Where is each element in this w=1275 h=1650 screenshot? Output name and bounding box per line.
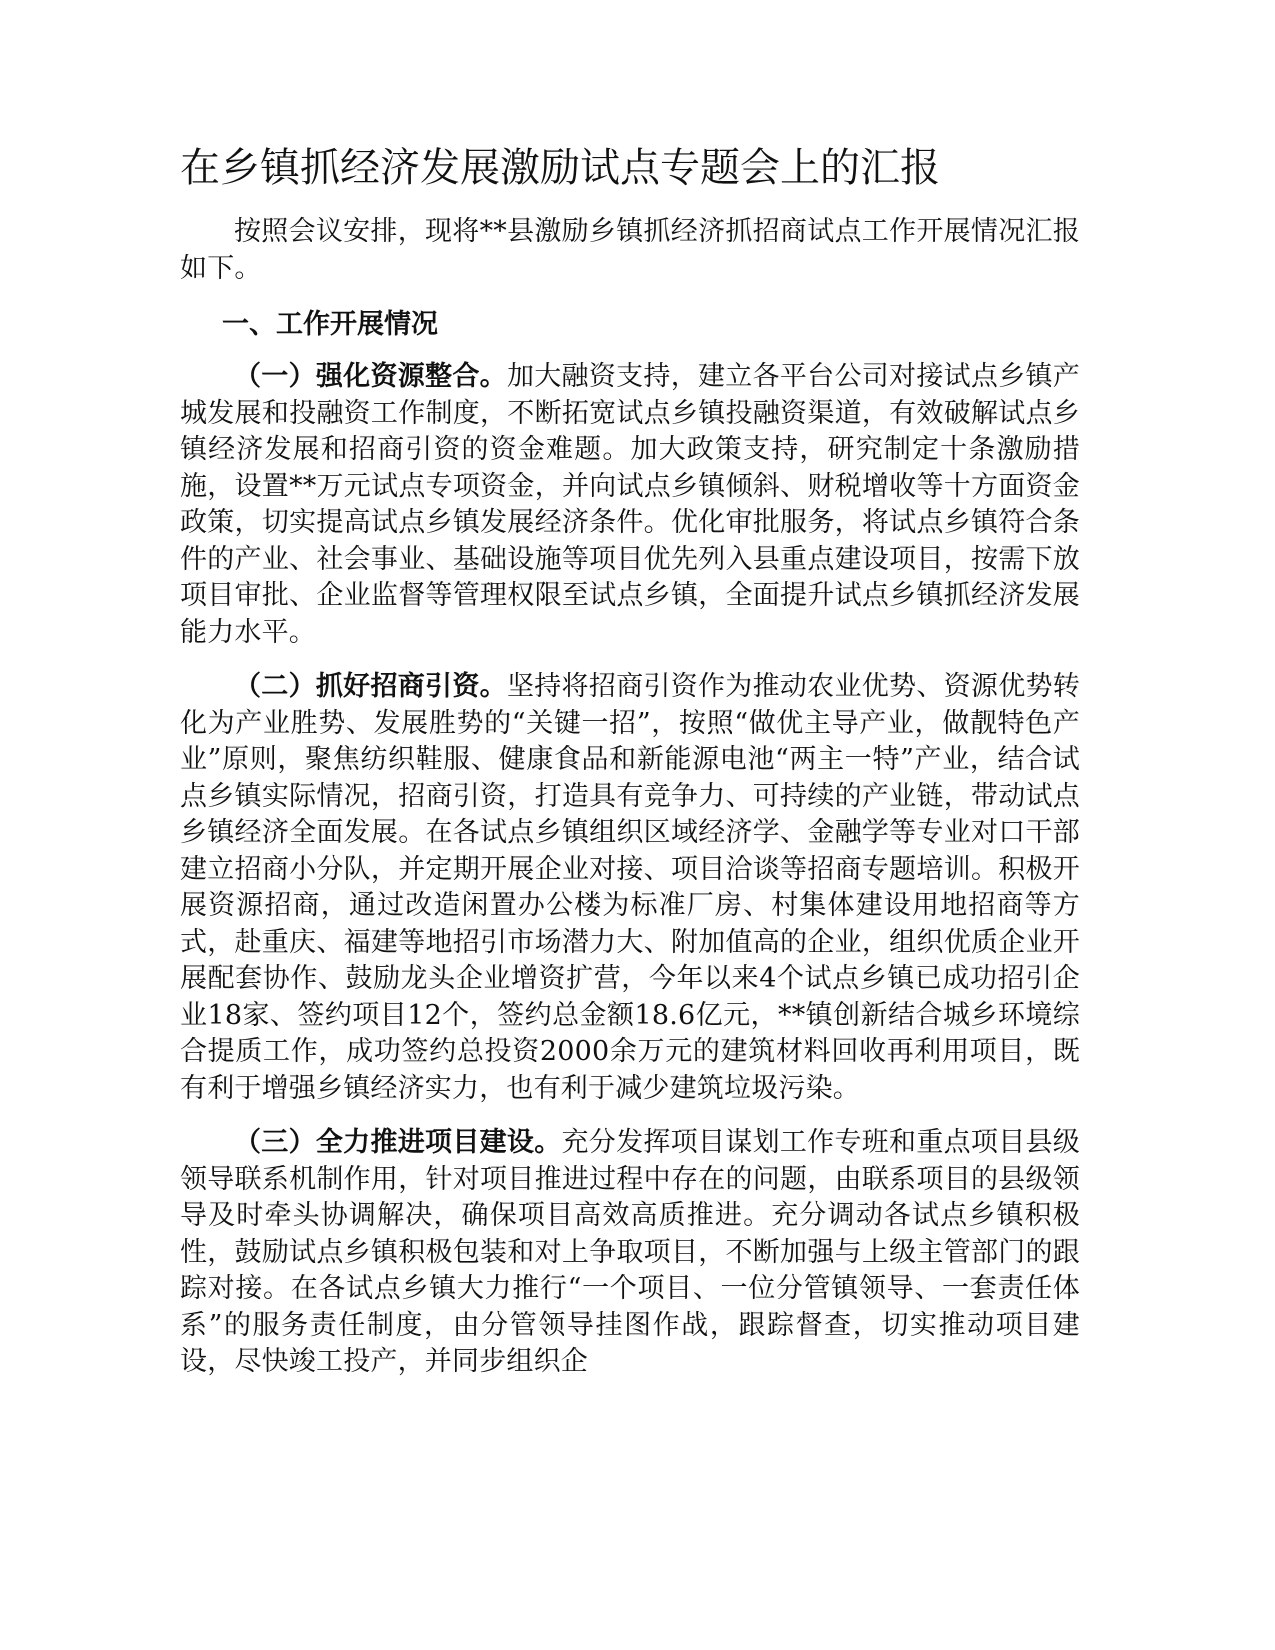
subsection-2-label: （二）抓好招商引资。: [234, 671, 507, 702]
subsection-3-text: 充分发挥项目谋划工作专班和重点项目县级领导联系机制作用，针对项目推进过程中存在的问题，由联系项目的县级领导及时牵头协调解决，确保项目高效高质推进。充分调动各试点乡镇积极性，鼓励试点乡镇积极包装和对上争取项目，不断加强与上级主管部门的跟踪对接。在各试点乡镇大力推行“一个项目、一位分管镇领导、一套责任体系”的服务责任制度，由分管领导挂图作战，跟踪督查，切实推动项目建设，尽快竣工投产，并同步组织企: [180, 1127, 1080, 1377]
subsection-3-label: （三）全力推进项目建设。: [234, 1127, 562, 1158]
subsection-1-label: （一）强化资源整合。: [234, 361, 507, 392]
subsection-3-paragraph: [180, 1125, 1080, 1381]
subsection-2-paragraph: [180, 669, 1080, 1107]
intro-paragraph: 按照会议安排，现将**县激励乡镇抓经济抓招商试点工作开展情况汇报如下。: [180, 216, 1080, 284]
subsection-2-text: 坚持将招商引资作为推动农业优势、资源优势转化为产业胜势、发展胜势的“关键一招”，按照“做优主导产业，做靓特色产业”原则，聚焦纺织鞋服、健康食品和新能源电池“两主一特”产业，结合试点乡镇实际情况，招商引资，打造具有竞争力、可持续的产业链，带动试点乡镇经济全面发展。在各试点乡镇组织区域经济学、金融学等专业对口干部建立招商小分队，并定期开展企业对接、项目洽谈等招商专题培训。积极开展资源招商，通过改造闲置办公楼为标准厂房、村集体建设用地招商等方式，赴重庆、福建等地招引市场潜力大、附加值高的企业，组织优质企业开展配套协作、鼓励龙头企业增资扩营，今年以来4个试点乡镇已成功招引企业18家、签约项目12个，签约总金额18.6亿元，**镇创新结合城乡环境综合提质工作，成功签约总投资2000余万元的建筑材料回收再利用项目，既有利于增强乡镇经济实力，也有利于减少建筑垃圾污染。: [180, 671, 1081, 1104]
subsection-1-text: 加大融资支持，建立各平台公司对接试点乡镇产城发展和投融资工作制度，不断拓宽试点乡镇投融资渠道，有效破解试点乡镇经济发展和招商引资的资金难题。加大政策支持，研究制定十条激励措施，设置**万元试点专项资金，并向试点乡镇倾斜、财税增收等十方面资金政策，切实提高试点乡镇发展经济条件。优化审批服务，将试点乡镇符合条件的产业、社会事业、基础设施等项目优先列入县重点建设项目，按需下放项目审批、企业监督等管理权限至试点乡镇，全面提升试点乡镇抓经济发展能力水平。: [180, 361, 1081, 648]
section-heading: 一、工作开展情况: [222, 309, 438, 340]
document-title: 在乡镇抓经济发展激励试点专题会上的汇报: [180, 145, 940, 191]
document-page: [180, 140, 1080, 1399]
subsection-1-paragraph: [180, 359, 1080, 651]
